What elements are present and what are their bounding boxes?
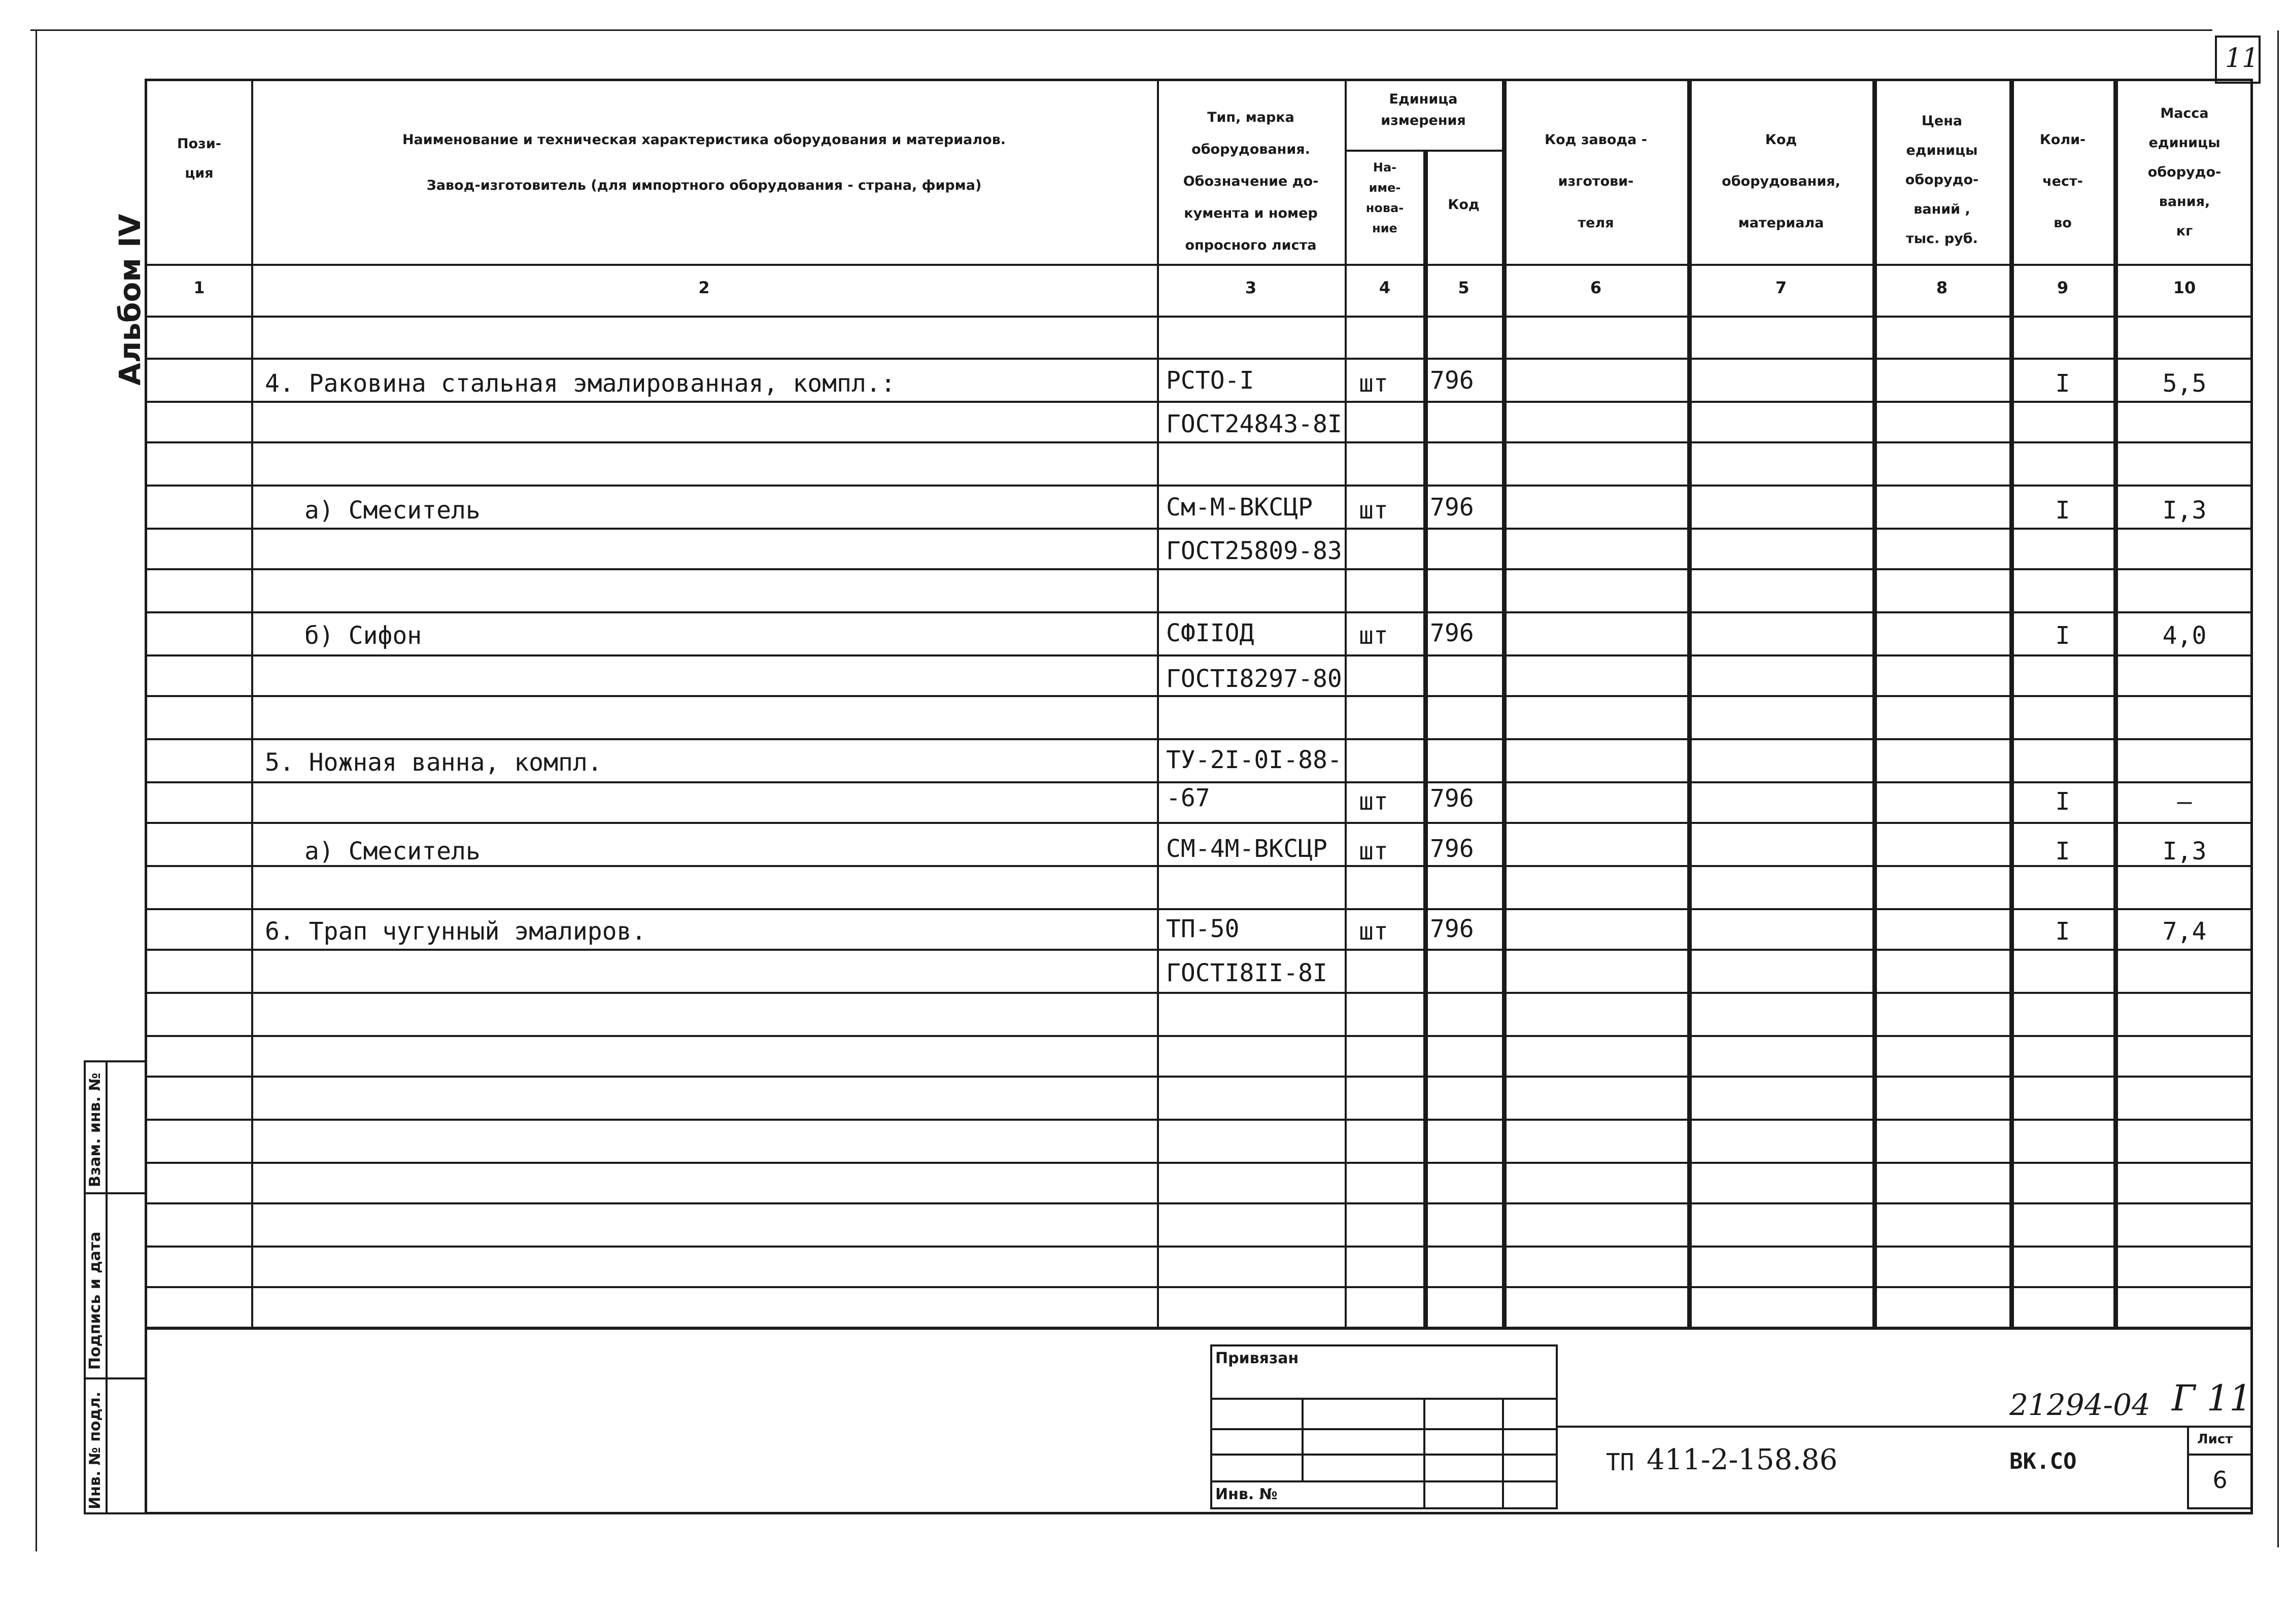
row-item-name: 4. Раковина стальная эмалированная, компл.: xyxy=(265,369,896,398)
row-item-mass: 7,4 xyxy=(2162,917,2207,946)
row-item-qty: I xyxy=(2055,369,2070,398)
col-line-1 xyxy=(251,79,253,1327)
colnum-5: 5 xyxy=(1458,278,1470,297)
row-item-name: 6. Трап чугунный эмалиров. xyxy=(265,917,646,946)
header-unit-name: На- име- нова- ние xyxy=(1365,160,1404,235)
binding-col-1 xyxy=(1302,1398,1304,1480)
row-item-qty: I xyxy=(2055,837,2070,866)
colnum-2: 2 xyxy=(698,278,710,297)
row-item-code: 796 xyxy=(1430,784,1474,813)
row-line-8 xyxy=(145,654,2253,656)
row-item-unit: шт xyxy=(1359,496,1388,525)
row-line-7 xyxy=(145,611,2253,613)
row-item-unit: шт xyxy=(1359,621,1388,650)
row-item-unit: шт xyxy=(1359,787,1388,816)
row-item-code: 796 xyxy=(1430,835,1474,863)
row-item-code: 796 xyxy=(1430,493,1474,522)
row-line-21 xyxy=(145,1202,2253,1204)
row-line-3 xyxy=(145,441,2253,443)
row-item-type: ГОСТI8II-8I xyxy=(1166,959,1327,987)
row-line-10 xyxy=(145,738,2253,740)
row-line-5 xyxy=(145,528,2253,530)
binding-label: Привязан xyxy=(1215,1350,1299,1367)
header-unit-code: Код xyxy=(1448,197,1480,213)
row-item-mass: I,3 xyxy=(2162,837,2207,866)
row-item-type: -67 xyxy=(1166,784,1210,812)
colnum-3: 3 xyxy=(1245,278,1257,297)
scan-edge-top xyxy=(30,29,2212,31)
binding-inv-label: Инв. № xyxy=(1215,1485,1278,1503)
binding-line-4 xyxy=(1210,1480,1558,1482)
row-line-23 xyxy=(145,1286,2253,1288)
side-stamp-line-1 xyxy=(84,1192,147,1194)
sheet-box-divider xyxy=(2187,1454,2253,1456)
colnum-8: 8 xyxy=(1936,278,1948,297)
section-code: ВК.СО xyxy=(2009,1448,2077,1474)
row-line-19 xyxy=(145,1119,2253,1121)
scan-edge-right xyxy=(2277,30,2279,1547)
header-mass: Масса единицы оборудо- вания, кг xyxy=(2147,106,2222,239)
binding-line-3 xyxy=(1210,1454,1558,1456)
row-line-14 xyxy=(145,908,2253,910)
colnum-7: 7 xyxy=(1775,278,1787,297)
body-bottom-line xyxy=(145,1327,2253,1330)
row-item-qty: I xyxy=(2055,917,2070,946)
row-line-11 xyxy=(145,781,2253,783)
row-line-4 xyxy=(145,485,2253,487)
corner-number: 11 xyxy=(2225,43,2259,74)
header-quantity: Коли- чест- во xyxy=(2039,132,2086,231)
row-item-type: ГОСТ24843-8I xyxy=(1166,410,1342,438)
row-line-6 xyxy=(145,568,2253,570)
colnum-9: 9 xyxy=(2057,278,2069,297)
col-line-2 xyxy=(1157,79,1159,1327)
side-stamp-line-2 xyxy=(84,1377,147,1379)
row-item-type: ГОСТ25809-83 xyxy=(1166,537,1342,565)
doc-code-prefix: ТП xyxy=(1606,1448,1634,1476)
title-doc-line xyxy=(1558,1426,2253,1428)
col-line-9 xyxy=(2113,79,2118,1327)
row-item-qty: I xyxy=(2055,621,2070,650)
archive-mark: Г 11 xyxy=(2172,1377,2252,1419)
binding-col-3 xyxy=(1502,1398,1504,1509)
header-unit-group: Единица измерения xyxy=(1381,91,1466,128)
colnum-10: 10 xyxy=(2173,278,2196,297)
row-item-name: а) Смеситель xyxy=(304,496,481,525)
colnum-4: 4 xyxy=(1379,278,1391,297)
col-line-7 xyxy=(1872,79,1877,1327)
scan-edge-left xyxy=(36,29,37,1551)
album-label: Альбом IV xyxy=(113,214,147,386)
row-item-unit: шт xyxy=(1359,369,1388,398)
col-line-6 xyxy=(1687,79,1692,1327)
row-item-mass: 4,0 xyxy=(2162,621,2207,650)
row-item-type: СФIIОД xyxy=(1166,619,1254,647)
colnum-6: 6 xyxy=(1590,278,1602,297)
row-item-type: См-М-ВКСЦР xyxy=(1166,493,1313,522)
row-item-mass: 5,5 xyxy=(2162,369,2207,398)
header-price: Цена единицы оборудо- ваний , тыс. руб. xyxy=(1905,113,1979,247)
row-item-mass: I,3 xyxy=(2162,496,2207,525)
row-item-unit: шт xyxy=(1359,917,1388,946)
side-stamp-inv-original: Инв. № подл. xyxy=(86,1391,104,1509)
col-line-5 xyxy=(1502,79,1507,1327)
header-position: Пози- ция xyxy=(177,136,221,181)
header-bottom-line xyxy=(145,264,2253,266)
colnum-bottom-line xyxy=(145,316,2253,318)
colnum-1: 1 xyxy=(193,278,205,297)
side-stamp-divider xyxy=(106,1060,108,1514)
col-line-8 xyxy=(2009,79,2014,1327)
header-type: Тип, марка оборудования. Обозначение до- кумента и номер опросного листа xyxy=(1183,110,1319,253)
row-line-1 xyxy=(145,358,2253,360)
row-item-code: 796 xyxy=(1430,619,1474,647)
row-line-17 xyxy=(145,1035,2253,1037)
binding-col-2 xyxy=(1423,1398,1425,1509)
binding-line-2 xyxy=(1210,1428,1558,1430)
row-item-type: РСТО-I xyxy=(1166,366,1254,395)
row-item-mass: – xyxy=(2177,787,2192,816)
row-line-16 xyxy=(145,992,2253,994)
header-equipment-code: Код оборудования, материала xyxy=(1722,132,1840,231)
row-line-18 xyxy=(145,1076,2253,1078)
sheet-label: Лист xyxy=(2197,1432,2233,1447)
side-stamp-signature-date: Подпись и дата xyxy=(86,1231,104,1370)
sheet-number: 6 xyxy=(2212,1466,2228,1494)
row-item-name: б) Сифон xyxy=(304,621,422,650)
row-line-2 xyxy=(145,401,2253,403)
row-item-qty: I xyxy=(2055,787,2070,816)
header-factory-code: Код завода - изготови- теля xyxy=(1545,132,1647,231)
row-item-name: а) Смеситель xyxy=(304,837,481,866)
row-item-unit: шт xyxy=(1359,837,1388,866)
row-item-name: 5. Ножная ванна, компл. xyxy=(265,748,602,777)
row-item-code: 796 xyxy=(1430,366,1474,395)
header-name-line1: Наименование и техническая характеристика оборудования и материалов. xyxy=(402,132,1006,148)
row-item-type: СМ-4М-ВКСЦР xyxy=(1166,835,1327,863)
col-line-3 xyxy=(1345,79,1347,1327)
row-line-12 xyxy=(145,822,2253,824)
doc-code: 411-2-158.86 xyxy=(1647,1443,1838,1476)
row-item-type: ТУ-2I-0I-88- xyxy=(1166,746,1342,774)
row-line-22 xyxy=(145,1246,2253,1248)
row-item-code: 796 xyxy=(1430,915,1474,943)
row-line-15 xyxy=(145,949,2253,951)
header-name-line2: Завод-изготовитель (для импортного оборудования - страна, фирма) xyxy=(426,178,982,193)
side-stamp-replaced-inv: Взам. инв. № xyxy=(86,1073,104,1187)
archive-number: 21294-04 xyxy=(2009,1388,2150,1422)
row-line-20 xyxy=(145,1162,2253,1164)
binding-stamp xyxy=(1210,1344,1558,1509)
binding-line-1 xyxy=(1210,1398,1558,1400)
row-item-type: ГОСТI8297-80 xyxy=(1166,665,1342,693)
row-line-9 xyxy=(145,695,2253,697)
row-item-qty: I xyxy=(2055,496,2070,525)
row-item-type: ТП-50 xyxy=(1166,915,1240,943)
